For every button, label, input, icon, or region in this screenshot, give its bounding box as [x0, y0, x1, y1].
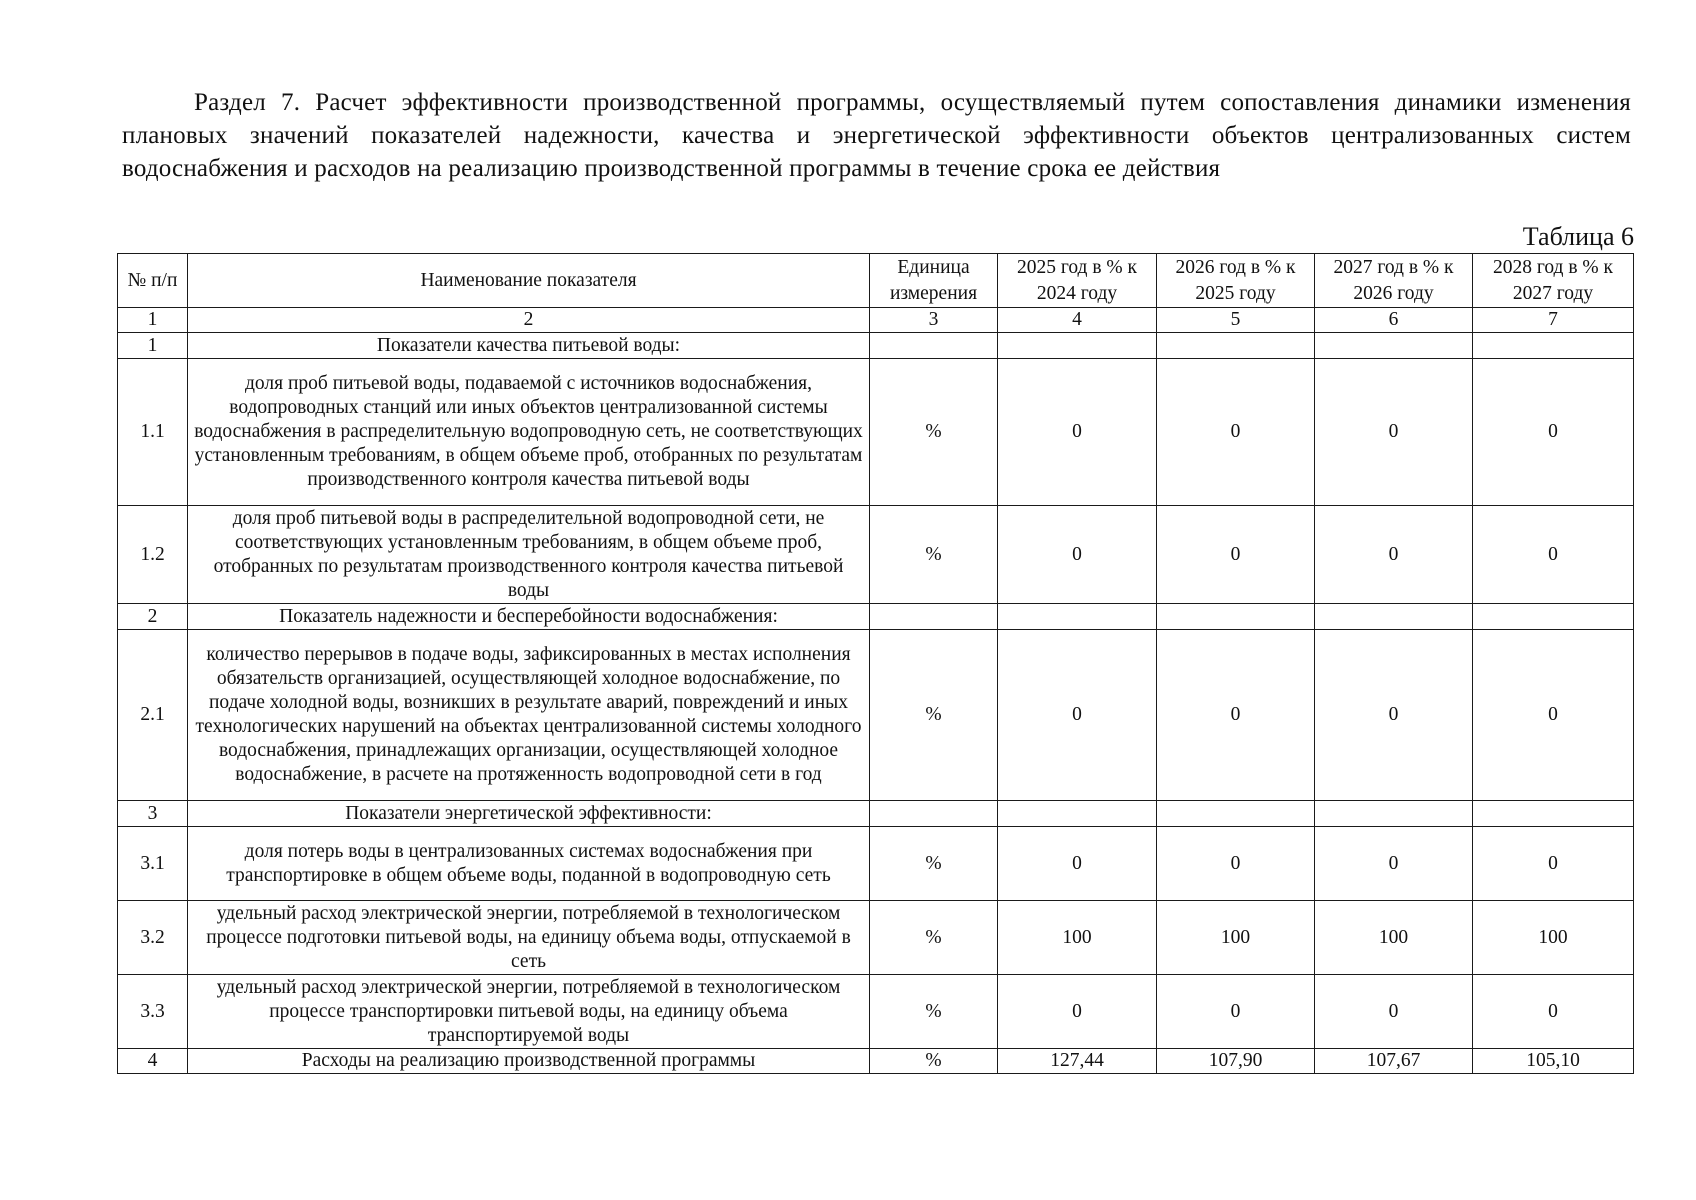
table-row [118, 801, 1634, 827]
row-name: Показатели качества питьевой воды: [188, 333, 870, 359]
column-number: 6 [1315, 308, 1473, 333]
row-value-2026: 100 [1157, 901, 1315, 975]
row-value-2025: 100 [998, 901, 1157, 975]
row-unit: % [870, 1049, 998, 1074]
row-name: доля проб питьевой воды в распределительной водопроводной сети, не соответствующих установленным требованиям, в общем объеме проб, отобранных по результатам производственного контроля качества питьевой воды [188, 506, 870, 604]
row-value-2026 [1157, 333, 1315, 359]
row-num: 3.3 [118, 975, 188, 1049]
row-value-2026: 107,90 [1157, 1049, 1315, 1074]
header-2026: 2026 год в % к 2025 году [1157, 254, 1315, 308]
row-value-2027 [1315, 801, 1473, 827]
row-num: 3.1 [118, 827, 188, 901]
column-number: 5 [1157, 308, 1315, 333]
row-num: 3 [118, 801, 188, 827]
column-numbers-row [118, 308, 1634, 333]
table-row [118, 359, 1634, 506]
row-name: Расходы на реализацию производственной программы [188, 1049, 870, 1074]
row-value-2027 [1315, 604, 1473, 630]
row-num: 1.1 [118, 359, 188, 506]
header-2025: 2025 год в % к 2024 году [998, 254, 1157, 308]
row-unit: % [870, 506, 998, 604]
row-num: 4 [118, 1049, 188, 1074]
table-caption: Таблица 6 [1522, 222, 1634, 251]
row-value-2028: 100 [1473, 901, 1634, 975]
row-value-2026: 0 [1157, 827, 1315, 901]
row-unit [870, 333, 998, 359]
row-value-2028: 0 [1473, 359, 1634, 506]
table-row [118, 333, 1634, 359]
row-value-2025: 0 [998, 630, 1157, 801]
row-value-2028: 0 [1473, 630, 1634, 801]
row-value-2026: 0 [1157, 975, 1315, 1049]
row-value-2025: 0 [998, 506, 1157, 604]
table-row [118, 827, 1634, 901]
row-value-2025: 0 [998, 827, 1157, 901]
row-value-2026: 0 [1157, 630, 1315, 801]
row-value-2027: 100 [1315, 901, 1473, 975]
header-name: Наименование показателя [188, 254, 870, 308]
row-value-2025: 127,44 [998, 1049, 1157, 1074]
row-value-2026 [1157, 604, 1315, 630]
header-unit: Единица измерения [870, 254, 998, 308]
row-value-2027: 0 [1315, 506, 1473, 604]
row-num: 1 [118, 333, 188, 359]
header-2028: 2028 год в % к 2027 году [1473, 254, 1634, 308]
row-num: 1.2 [118, 506, 188, 604]
column-number: 4 [998, 308, 1157, 333]
table-row [118, 975, 1634, 1049]
row-value-2028 [1473, 801, 1634, 827]
row-name: доля проб питьевой воды, подаваемой с источников водоснабжения, водопроводных станций или иных объектов централизованной системы водоснабжения в распределительную водопроводную сеть, не соответствующих установленным требованиям, в общем объеме проб, отобранных по результатам производственного контроля качества питьевой воды [188, 359, 870, 506]
table-row [118, 630, 1634, 801]
row-value-2028: 0 [1473, 975, 1634, 1049]
row-value-2025 [998, 801, 1157, 827]
row-value-2027: 107,67 [1315, 1049, 1473, 1074]
table-header-row [118, 254, 1634, 308]
row-value-2028: 0 [1473, 506, 1634, 604]
row-num: 3.2 [118, 901, 188, 975]
row-unit: % [870, 901, 998, 975]
row-value-2028 [1473, 333, 1634, 359]
row-name: Показатель надежности и бесперебойности водоснабжения: [188, 604, 870, 630]
row-unit: % [870, 975, 998, 1049]
header-num: № п/п [118, 254, 188, 308]
column-number: 3 [870, 308, 998, 333]
row-value-2026: 0 [1157, 506, 1315, 604]
row-value-2027 [1315, 333, 1473, 359]
row-num: 2.1 [118, 630, 188, 801]
table-row [118, 901, 1634, 975]
row-value-2028 [1473, 604, 1634, 630]
row-name: удельный расход электрической энергии, потребляемой в технологическом процессе транспортировки питьевой воды, на единицу объема транспортируемой воды [188, 975, 870, 1049]
row-name: количество перерывов в подаче воды, зафиксированных в местах исполнения обязательств организацией, осуществляющей холодное водоснабжение, по подаче холодной воды, возникших в результате аварий, повреждений и иных технологических нарушений на объектах централизованной системы холодного водоснабжения, принадлежащих организации, осуществляющей холодное водоснабжение, в расчете на протяженность водопроводной сети в год [188, 630, 870, 801]
row-value-2027: 0 [1315, 630, 1473, 801]
row-unit: % [870, 359, 998, 506]
row-unit: % [870, 630, 998, 801]
row-unit [870, 801, 998, 827]
row-name: удельный расход электрической энергии, потребляемой в технологическом процессе подготовки питьевой воды, на единицу объема воды, отпускаемой в сеть [188, 901, 870, 975]
table-row [118, 604, 1634, 630]
row-unit [870, 604, 998, 630]
section-heading: Раздел 7. Расчет эффективности производственной программы, осуществляемый путем сопоставления динамики изменения плановых значений показателей надежности, качества и энергетической эффективности объектов централизованных систем водоснабжения и расходов на реализацию производственной программы в течение срока ее действия [122, 89, 1631, 182]
row-value-2027: 0 [1315, 827, 1473, 901]
indicators-table [117, 253, 1634, 1074]
row-value-2025 [998, 604, 1157, 630]
row-value-2025: 0 [998, 359, 1157, 506]
header-2027: 2027 год в % к 2026 году [1315, 254, 1473, 308]
row-value-2026 [1157, 801, 1315, 827]
row-value-2027: 0 [1315, 975, 1473, 1049]
row-value-2028: 0 [1473, 827, 1634, 901]
row-value-2028: 105,10 [1473, 1049, 1634, 1074]
row-value-2025 [998, 333, 1157, 359]
column-number: 7 [1473, 308, 1634, 333]
column-number: 2 [188, 308, 870, 333]
row-value-2025: 0 [998, 975, 1157, 1049]
row-name: Показатели энергетической эффективности: [188, 801, 870, 827]
row-name: доля потерь воды в централизованных системах водоснабжения при транспортировке в общем объеме воды, поданной в водопроводную сеть [188, 827, 870, 901]
column-number: 1 [118, 308, 188, 333]
table-row [118, 506, 1634, 604]
row-unit: % [870, 827, 998, 901]
row-num: 2 [118, 604, 188, 630]
row-value-2027: 0 [1315, 359, 1473, 506]
table-row [118, 1049, 1634, 1074]
row-value-2026: 0 [1157, 359, 1315, 506]
